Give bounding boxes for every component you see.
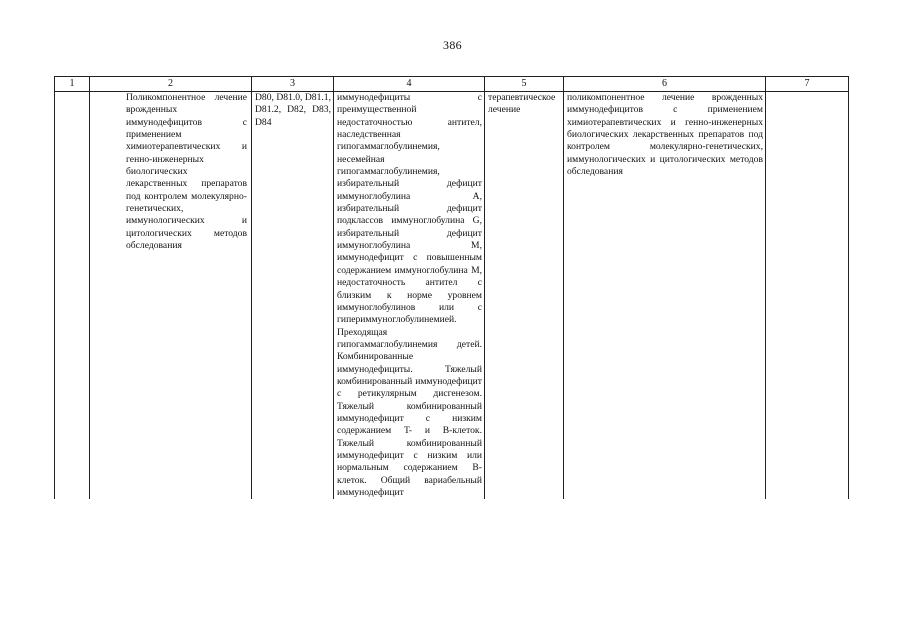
column-header-3: 3 [252,77,334,92]
treatment-method-text: поликомпонентное лечение врожденных иммунодефицитов с применением химиотерапевтических и генно-инженерных биологических лекарственных препаратов под контролем молекулярно-генетических, иммунологических и цитологических методов обследования [567,92,763,178]
table-body [55,92,849,500]
cell-icd-codes [252,92,334,500]
treatment-type-text: терапевтическое лечение [488,92,556,116]
procedures-table [54,76,848,499]
column-header-5: 5 [485,77,564,92]
table [54,76,849,499]
page-number: 386 [443,38,462,52]
cell-cost [766,92,849,500]
cell-number [55,92,90,500]
cell-treatment-method [564,92,766,500]
table-header [55,77,849,92]
cell-model-patient [334,92,485,500]
column-header-2: 2 [90,77,252,92]
cell-care-type [90,92,252,500]
column-header-6: 6 [564,77,766,92]
column-header-7: 7 [766,77,849,92]
column-header-4: 4 [334,77,485,92]
column-header-1: 1 [55,77,90,92]
cell-treatment-type [485,92,564,500]
icd-codes-text: D80, D81.0, D81.1, D81.2, D82, D83, D84 [255,92,331,128]
table-row [55,92,849,500]
care-type-text: Поликомпонентное лечение врожденных иммунодефицитов с применением химиотерапевтических и генно-инженерных биологических лекарственных препаратов под контролем молекулярно-генетических, иммунологических и цитологических методов обследования [126,92,247,252]
header-row [55,77,849,92]
model-patient-text: иммунодефициты с преимущественной недостаточностью антител, наследственная гипогаммаглобулинемия, несемейная гипогаммаглобулинемия, избирательный дефицит иммуноглобулина A, избирательный дефицит подклассов иммуноглобулина G, избирательный дефицит иммуноглобулина M, иммунодефицит с повышенным содержанием иммуноглобулина M, недостаточность антител с близким к норме уровнем иммуноглобулинов или с гипериммуноглобулинемией. Преходящая гипогаммаглобулинемия детей. Комбинированные иммунодефициты. Тяжелый комбинированный иммунодефицит с ретикулярным дисгенезом. Тяжелый комбинированный иммунодефицит с низким содержанием T- и B-клеток. Тяжелый комбинированный иммунодефицит с низким или нормальным содержанием B-клеток. Общий вариабельный иммунодефицит [337,92,482,498]
